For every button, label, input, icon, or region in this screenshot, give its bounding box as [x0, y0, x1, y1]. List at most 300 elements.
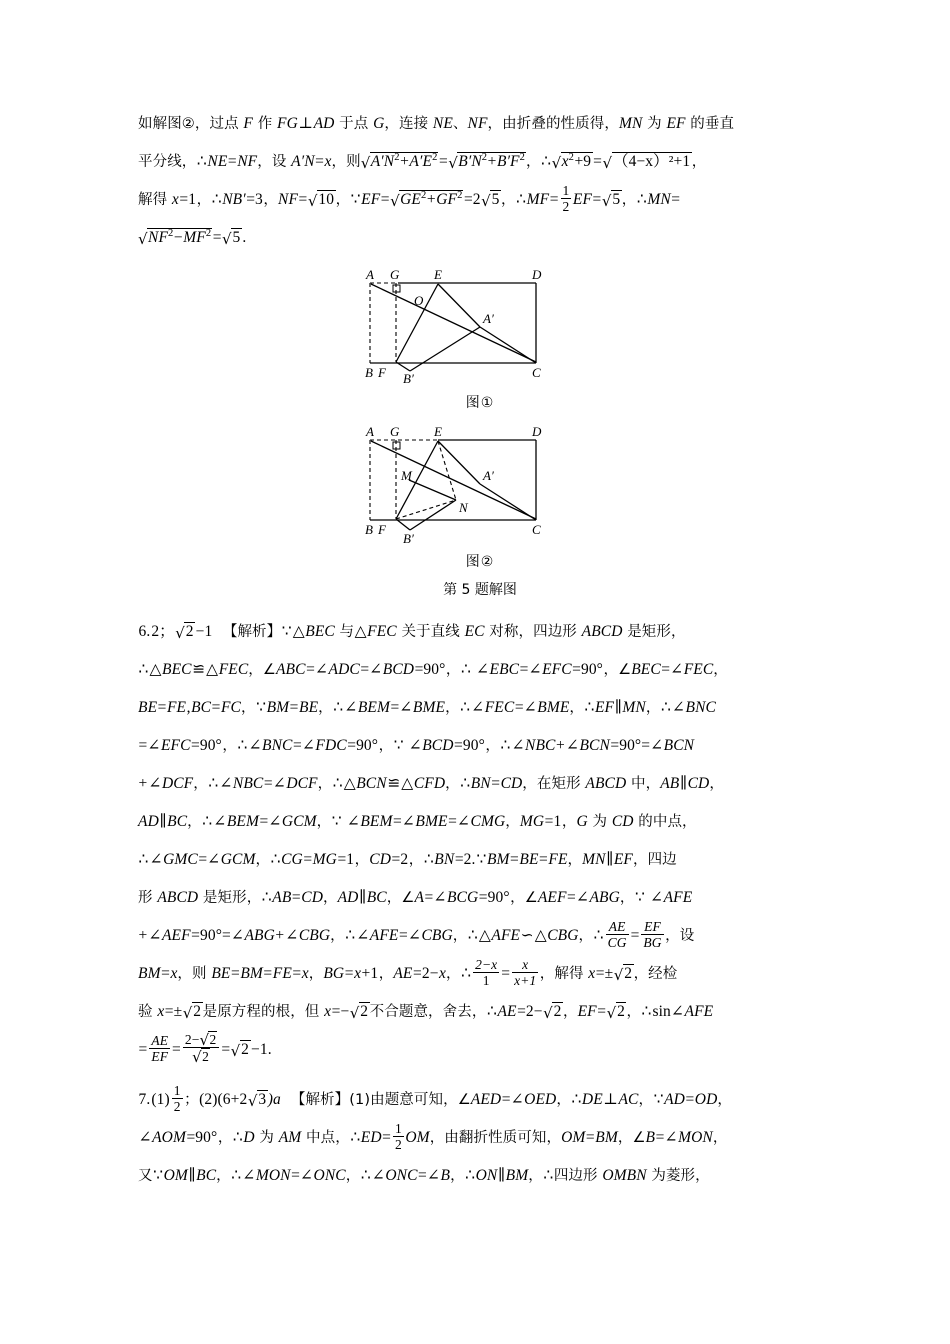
p6-l6-t6: ， [561, 814, 577, 830]
p6-l7-v3: CG [281, 851, 303, 868]
p5-l4-r2: 5 [232, 229, 241, 246]
p6-l8-v4: AD [337, 889, 359, 906]
p6-l11-t4: ， [562, 1004, 578, 1020]
p6-l9-tri1: △ [478, 927, 491, 944]
p6-l11-t6: sin∠ [652, 1003, 684, 1020]
p6-l10-t5: ，解得 [539, 966, 589, 982]
p6-l12-f1den: EF [151, 1049, 169, 1065]
p5-l1-t2: 作 [253, 116, 278, 132]
p7-l3-t2: ， [216, 1168, 231, 1185]
p6-l3-eq4: =∠ [390, 699, 413, 716]
p6-l9-sym2: ∴ [467, 927, 478, 944]
p5-l4-r1b: 2 [168, 227, 174, 239]
p6-l7-v4: MG [312, 851, 337, 868]
p6-l9-v2: ABG [244, 927, 275, 944]
p5-l2-v3: A′N [291, 153, 315, 170]
p6-l11-radical-1 [183, 993, 203, 1031]
p6-l3-v7: BEM [357, 699, 390, 716]
p6-line-12 [138, 1031, 822, 1069]
p7-l3-v1: OM [163, 1167, 188, 1185]
p5-l2-r1a: 2 [394, 151, 400, 163]
p6-l10-t2: ， [308, 966, 324, 982]
p7-l3-t6: ， [450, 1168, 465, 1185]
p6-l8-t1: 形 [138, 890, 158, 906]
p5-l1-t5: 、 [452, 116, 468, 132]
p6-line-4 [138, 727, 822, 765]
p6-l4-t2: ∠ [248, 737, 262, 754]
p7-l1-v3: DE [581, 1091, 603, 1109]
p7-l2-fnum: 1 [395, 1121, 402, 1136]
p7-l3-v8: BM [505, 1167, 529, 1185]
p6-l4-v5: NBC [525, 737, 556, 754]
p7-l3-sym1: ∵ [153, 1167, 164, 1185]
p5-l2-r3b: 2 [568, 151, 574, 163]
fig2-segment-Bprime-F [396, 519, 410, 530]
p7-l2-t0: ∠ [138, 1129, 152, 1147]
p6-l6-v6: BME [415, 813, 448, 830]
p6-l3-t1: , [186, 699, 191, 716]
p6-l8-v8: AEF [537, 889, 567, 906]
p6-l1-tri1: △ [292, 623, 305, 640]
p6-l9-tri2: △ [534, 927, 547, 944]
p6-l3-v4: FC [220, 699, 241, 716]
p6-l4-eq5: =90° [454, 737, 485, 754]
p6-l5-sym1: ∴ [208, 775, 219, 792]
p5-l1-v8: EF [666, 115, 686, 132]
p5-l3-t2: ， [196, 192, 212, 208]
p7-l3-t5: ∠ [371, 1167, 385, 1185]
p6-l10-f2num: x [522, 956, 529, 972]
p6-l9-sym3: ∴ [593, 927, 604, 944]
p6-l6-par1: ∥ [159, 813, 167, 830]
p6-l5-eq1: =∠ [263, 775, 286, 792]
p6-l11-t5: ， [626, 1004, 642, 1020]
p6-l11-r4: 2 [617, 1003, 625, 1020]
p6-l10-r1: 2 [624, 965, 633, 982]
p6-l11-eq2: =− [331, 1003, 350, 1020]
p6-l9-t6: ，设 [665, 928, 695, 944]
p6-l6-eq4: =1 [544, 813, 562, 830]
p6-l1-t1: 与 [334, 624, 355, 640]
p6-l10-t1: ，则 [177, 966, 212, 982]
p5-l2-v4: x [324, 153, 332, 170]
p6-l9-t1: ∠ [285, 927, 299, 944]
p5-l3-eq8: = [671, 191, 681, 208]
p5-l1-v4: G [373, 115, 385, 132]
p6-line-3 [138, 689, 822, 727]
p6-l9-plus: + [138, 927, 148, 944]
p6-l4-v4: BCD [422, 737, 454, 754]
p6-l7-t3: ， [354, 852, 370, 868]
p6-l2-tri2: △ [206, 661, 219, 678]
p7-l3-t1: 又 [138, 1168, 153, 1185]
p5-l2-t2: ，设 [257, 154, 292, 170]
p6-l9-plus2: + [275, 927, 285, 944]
p6-l11-radical-2 [350, 993, 370, 1031]
fig1-label-C: C [532, 365, 541, 380]
p6-l12-f1num: AE [151, 1033, 169, 1048]
p6-l7-v6: BN [434, 851, 455, 868]
p6-l3-v11: EF [594, 699, 615, 716]
p6-l12-f2den: 2 [202, 1049, 210, 1065]
p5-l3-r3: 5 [491, 191, 500, 208]
p7-l2-sym2: ∴ [350, 1129, 361, 1147]
p6-line-1 [138, 613, 822, 651]
p5-l1-t4: ，连接 [384, 116, 433, 132]
p7-l3-eq1: =∠ [291, 1167, 314, 1185]
p6-l9-t0: ∠ [148, 927, 162, 944]
p5-l4-radical-1 [138, 219, 212, 257]
p6-l9-fraction-AE-CG [606, 919, 629, 950]
p6-l6-v5: BEM [360, 813, 393, 830]
p7-l3-par1: ∥ [188, 1167, 196, 1185]
p5-l3-eq1: =1 [179, 191, 197, 208]
p6-l8-eq3: =90° [478, 889, 510, 906]
p7-l1-eq2: = [685, 1091, 695, 1109]
fig1-label-A: A [366, 267, 374, 282]
problem-6-solution-text [138, 613, 822, 1069]
p6-l8-v2: AB [272, 889, 292, 906]
p7-l2-eq4: =∠ [655, 1129, 678, 1147]
p6-l4-plus: + [556, 737, 565, 754]
p6-l11-v2: x [324, 1003, 332, 1020]
p7-l3-v2: BC [196, 1167, 217, 1185]
p6-answer-rad: 2 [185, 623, 194, 640]
p5-l3-v6: EF [572, 191, 593, 208]
p5-l2-t3: ，则 [331, 154, 361, 170]
p6-l4-eq4: =90° [347, 737, 379, 754]
p5-l2-r1b: A′E [409, 153, 433, 170]
p5-l4-t1: . [242, 229, 247, 246]
p6-l9-f1num: AE [608, 918, 626, 934]
p6-l6-v3: BEM [226, 813, 259, 830]
fig2-label-M: M [401, 468, 412, 483]
p5-l1-t7: 为 [642, 116, 667, 132]
p6-l5-cong: ≌ [387, 775, 401, 792]
p6-l12-eq1: = [138, 1041, 148, 1059]
p6-l6-eq2: =∠ [392, 813, 415, 830]
p6-l5-t4: ， [445, 776, 460, 792]
p7-ans1-num: 1 [173, 1083, 181, 1098]
p6-l11-radical-3 [543, 993, 563, 1031]
p6-l3-t8: ， [645, 700, 661, 716]
fig2-label-Bprime: B′ [403, 531, 414, 544]
p6-l3-eq3: = [289, 699, 299, 716]
p5-l4-r1d: 2 [205, 227, 212, 239]
p6-l7-sym1: ∴ [138, 851, 149, 868]
p7-l3-t4: ， [345, 1168, 361, 1185]
p6-l12-fraction-AE-EF [149, 1033, 170, 1064]
p6-l11-v5: AFE [684, 1003, 714, 1020]
p6-l7-t2: ， [255, 852, 271, 868]
p6-l5-sym2: ∴ [332, 775, 343, 792]
p6-l1-tri2: △ [354, 623, 367, 640]
fig2-label-C: C [532, 522, 541, 537]
p5-l2-r4: （4−x）²+1 [613, 153, 691, 170]
p7-l3-v3: MON [255, 1167, 291, 1185]
p6-l8-v5: BC [366, 889, 387, 906]
p7-l2-t1: ， [217, 1130, 233, 1147]
p6-l5-v10: CD [687, 775, 710, 792]
p6-l6-v7: CMG [470, 813, 506, 830]
p6-l2-eq1: =∠ [306, 661, 328, 678]
p6-l7-v11: EF [613, 851, 633, 868]
p6-l11-v1: x [157, 1003, 165, 1020]
p6-l2-eq5: =90° [572, 661, 603, 678]
p6-l12-f2den-wrap [183, 1047, 219, 1064]
p5-l3-r2c: GF [436, 191, 458, 208]
p5-l1-v6: NF [467, 115, 488, 132]
p7-l3-v7: ON [475, 1167, 498, 1185]
p7-l3-t8: 四边形 [553, 1168, 603, 1185]
p6-l7-eq7: = [539, 851, 548, 868]
p7-l3-sym2: ∴ [231, 1167, 242, 1185]
p6-number: 6. [138, 623, 151, 640]
p6-l4-t3: ， [378, 738, 394, 754]
p6-l3-v2: FE [166, 699, 187, 716]
p6-l1-v2: FEC [367, 623, 397, 640]
p6-answer-radical [175, 613, 195, 651]
p5-l3-eq3: = [298, 191, 308, 208]
p6-l10-v11: x [588, 965, 596, 982]
p6-l10-v7: BG [323, 965, 345, 982]
p5-l2-sym1: ∴ [196, 153, 207, 170]
p7-l1-v2: OED [524, 1091, 557, 1109]
p6-line-11 [138, 993, 822, 1031]
p6-l4-t5: ， [485, 738, 500, 754]
p5-l1-t6: ，由折叠的性质得， [487, 116, 619, 132]
p7-line-3 [138, 1157, 822, 1195]
p5-l3-v7: MN [647, 191, 671, 208]
p6-l5-eq2: = [491, 775, 501, 792]
fig1-label-D: D [532, 267, 542, 282]
p6-l6-t5: ， [505, 814, 520, 830]
p7-l2-v7: BM [595, 1129, 618, 1147]
p7-ans2-rad: 3 [258, 1091, 267, 1109]
p5-l3-t3: ， [263, 192, 278, 208]
fig2-label-G: G [390, 424, 400, 439]
p7-l1-sym2: ∵ [653, 1091, 664, 1109]
p7-l3-t3: ∠ [242, 1167, 256, 1185]
p6-l3-v6: BE [299, 699, 319, 716]
p6-l2-eq4: =∠ [519, 661, 542, 678]
p6-l5-t2: ∠ [219, 775, 233, 792]
p6-line-10 [138, 955, 822, 993]
figure-group-caption: 第 5 题解图 [443, 582, 517, 598]
p7-l3-par2: ∥ [497, 1167, 506, 1185]
p5-l2-r2d: 2 [519, 151, 526, 163]
p7-l1-v5: AD [664, 1091, 685, 1109]
p6-l6-eq1: =∠ [259, 813, 282, 830]
fig2-label-F: F [378, 522, 386, 537]
p6-l9-v4: AFE [369, 927, 399, 944]
p6-l5-v4: BCN [356, 775, 387, 792]
fig1-label-Bprime: B′ [403, 371, 414, 383]
p5-l3-eq2: =3 [246, 191, 263, 208]
p6-l4-t6: ∠ [511, 737, 525, 754]
p6-l1-v4: ABCD [581, 623, 623, 640]
p5-l2-eq3: = [438, 153, 448, 170]
p5-l3-sym2: ∵ [350, 191, 361, 208]
p6-l5-v1: DCF [161, 775, 194, 792]
p6-l3-t3: ， [318, 700, 333, 716]
p6-l6-v9: G [576, 813, 588, 830]
p6-l5-t1: ， [193, 776, 208, 792]
p5-l2-r2c: B′F [497, 153, 520, 170]
fig1-label-E: E [434, 267, 442, 282]
p7-l1-v4: AC [618, 1091, 639, 1109]
p6-l5-tri2: △ [401, 775, 414, 792]
p6-l4-t1: ， [222, 738, 237, 754]
p6-l10-t6: ，经检 [633, 966, 678, 982]
p6-l6-v10: CD [611, 813, 634, 830]
p5-line-2 [138, 143, 822, 181]
p6-l6-v4: GCM [281, 813, 317, 830]
p6-l11-r1: 2 [193, 1003, 202, 1020]
p5-l1-t8: 的垂直 [685, 116, 735, 132]
p6-l11-t2: 是原方程的根，但 [202, 1004, 325, 1020]
p7-l1-t3: ， [638, 1092, 654, 1109]
p5-l1-v2: FG [277, 115, 298, 132]
p6-l2-v3: ABC [275, 661, 306, 678]
p6-l3-t6: ∠ [471, 699, 485, 716]
p7-l3-sym5: ∴ [543, 1167, 554, 1185]
p6-l1-t4: 是矩形， [622, 624, 686, 640]
p5-l2-r2b: 2 [481, 151, 488, 163]
p6-l3-t9: ∠ [671, 699, 686, 716]
p7-l2-v6: OM [561, 1129, 586, 1147]
p6-l5-sym3: ∴ [460, 775, 471, 792]
p6-l6-t1: ， [187, 814, 202, 830]
p5-l3-fraction-half [561, 183, 572, 214]
p5-l3-eq5: =2 [463, 191, 481, 208]
p6-l12-f2num-wrap [183, 1031, 219, 1047]
p7-ans1-label: (1) [151, 1091, 170, 1109]
p6-l10-eq4: = [292, 965, 302, 982]
p6-l3-v10: BME [537, 699, 570, 716]
p6-l12-r1: 2 [241, 1041, 250, 1059]
p7-ans2-tail: )a [267, 1091, 281, 1109]
fig2-label-B: B [365, 522, 373, 537]
p7-l2-v8: B [645, 1129, 656, 1147]
p6-l7-t5: ， [567, 852, 583, 868]
p5-l2-sym2: ∴ [541, 153, 552, 170]
p7-l2-v5: OM [405, 1129, 430, 1147]
p7-ans1-den: 2 [173, 1099, 181, 1115]
p6-l10-v3: BE [211, 965, 231, 982]
p6-l4-t7: ∠ [565, 737, 579, 754]
p6-l3-t2: ， [240, 700, 256, 716]
p6-l5-v7: CD [500, 775, 523, 792]
p5-l4-eq1: = [212, 229, 222, 246]
p6-l9-f1den: CG [607, 935, 627, 951]
p6-l5-v3: DCF [286, 775, 318, 792]
p6-l7-eq1: =∠ [198, 851, 221, 868]
p6-l9-v1: AEF [161, 927, 191, 944]
p5-l2-r3a: x [561, 153, 569, 170]
p6-l10-eq9: =± [595, 965, 614, 982]
p6-l9-t3: ∠ [356, 927, 370, 944]
p6-l3-v9: FEC [484, 699, 515, 716]
fig1-segment-Aprime-C [480, 327, 536, 363]
p6-l4-v2: BNC [262, 737, 293, 754]
p7-l2-v4: ED [360, 1129, 382, 1147]
p6-l5-t3: ， [317, 776, 333, 792]
p6-l2-eq2: =∠ [360, 661, 383, 678]
p6-l7-v1: GMC [163, 851, 198, 868]
p6-l8-t5: ，∠ [510, 890, 538, 906]
p6-l4-sym3: ∴ [500, 737, 511, 754]
p5-l4-radical-2 [222, 219, 242, 257]
p5-l3-fden: 2 [562, 199, 570, 215]
p6-line-6 [138, 803, 822, 841]
p6-l4-sym1: ∴ [237, 737, 248, 754]
p7-l3-eq2: =∠ [418, 1167, 440, 1185]
p5-l3-v5: MF [526, 191, 550, 208]
p6-l10-eq5: = [344, 965, 354, 982]
fig2-label-A: A [366, 424, 374, 439]
p6-l3-sym5: ∴ [660, 699, 671, 716]
p6-line-8 [138, 879, 822, 917]
p7-l1-t1: (1)由题意可知，∠ [349, 1092, 471, 1109]
p6-line-9 [138, 917, 822, 955]
fig1-segment-E-Aprime [438, 284, 480, 327]
p5-line-1 [138, 105, 822, 143]
p7-l1-perp: ⊥ [603, 1091, 618, 1109]
fig1-label-B: B [365, 365, 373, 380]
p5-l3-t6: ， [621, 192, 637, 208]
fig2-segment-Aprime-C [480, 484, 536, 520]
p6-l5-v2: NBC [232, 775, 264, 792]
p6-l10-v2: x [170, 965, 178, 982]
p6-l7-v8: BE [519, 851, 539, 868]
p6-l2-sym1: ∴ [138, 661, 149, 678]
p6-l12-f2numrad: 2 [209, 1032, 217, 1047]
fig1-label-F: F [378, 365, 386, 380]
p7-l2-eq1: =90° [186, 1129, 218, 1147]
p6-l4-sym2: ∵ [393, 737, 404, 754]
p7-l2-t2: 为 [254, 1130, 279, 1147]
p6-l9-sim: ∽ [520, 927, 534, 944]
p6-l4-v3: FDC [315, 737, 347, 754]
figure-2-wrapper [138, 422, 822, 599]
p5-l3-r1: 10 [318, 191, 335, 208]
p7-l1-eq1: =∠ [501, 1091, 524, 1109]
p6-l11-sym1: ∴ [486, 1003, 497, 1020]
fig2-label-Aprime: A′ [483, 468, 494, 483]
p6-l3-eq1: = [157, 699, 167, 716]
p6-l10-v8: x [354, 965, 362, 982]
p7-l2-v3: AM [278, 1129, 302, 1147]
p6-l2-cong: ≌ [192, 661, 206, 678]
p6-l5-t5: ，在矩形 [522, 776, 586, 792]
p5-l2-radical-3 [552, 143, 593, 181]
p6-line-5 [138, 765, 822, 803]
p5-l2-r1num: A′N [370, 153, 395, 170]
p6-l3-sym3: ∴ [460, 699, 471, 716]
p5-l2-radical-4 [603, 143, 692, 181]
p5-l1-t3: 于点 [334, 116, 374, 132]
p7-line-1 [138, 1081, 822, 1119]
p6-l11-t1: 验 [138, 1004, 158, 1020]
figure-2-svg [138, 422, 822, 544]
p5-l3-sym4: ∴ [636, 191, 647, 208]
p5-l2-eq4: = [593, 153, 602, 170]
p5-l1-perp: ⊥ [298, 115, 314, 132]
p6-l4-eq1: =∠ [138, 737, 161, 754]
fig2-segment-MN [409, 480, 456, 500]
p6-l8-par: ∥ [358, 889, 367, 906]
